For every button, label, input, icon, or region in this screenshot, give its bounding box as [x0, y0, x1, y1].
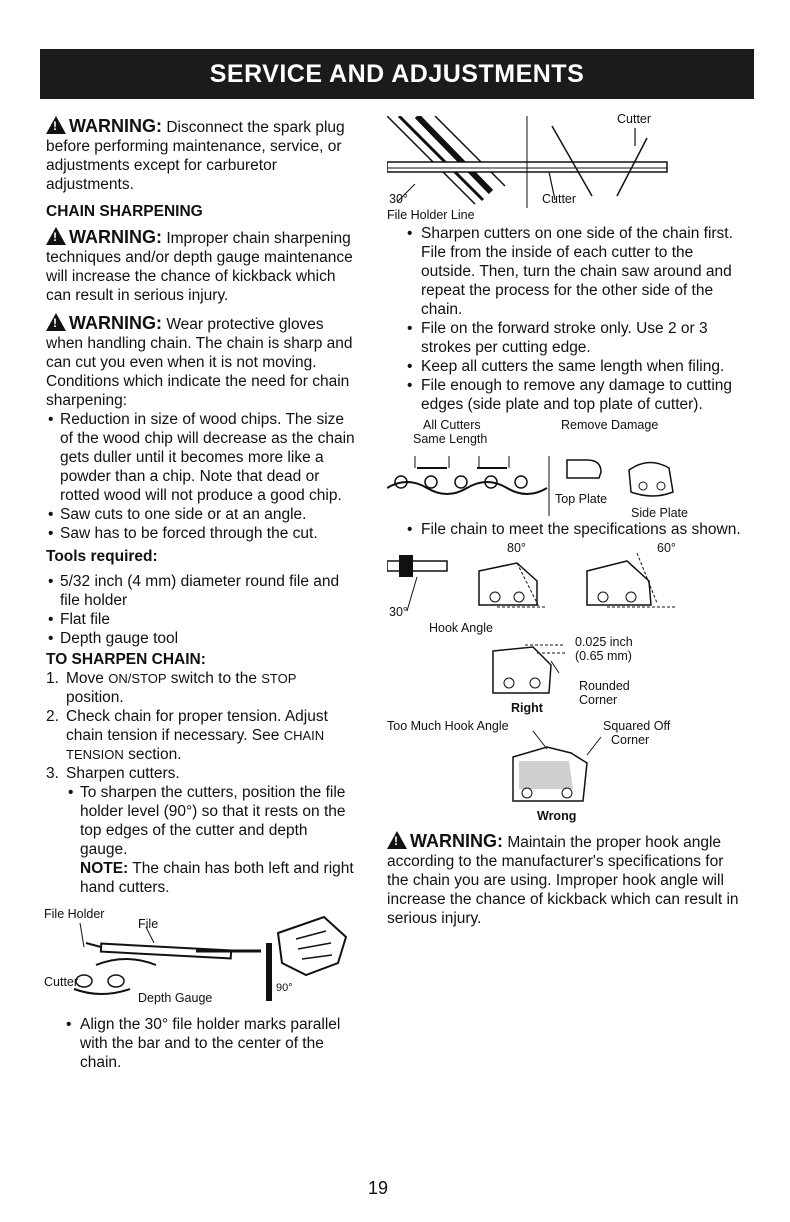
warning-hook-angle — [387, 831, 747, 928]
label-30-file: 30° — [389, 605, 408, 619]
step-1: 1. Move ON/STOP switch to the STOP position. — [46, 669, 356, 707]
page-number: 19 — [368, 1178, 389, 1198]
warning-triangle-icon — [387, 831, 407, 849]
list-item: • Keep all cutters the same length when filing. — [387, 357, 747, 376]
left-column — [46, 116, 356, 1072]
right-column — [387, 112, 747, 928]
figure-wrong-cutter — [387, 717, 747, 825]
list-item: • Saw has to be forced through the cut. — [46, 524, 356, 543]
list-item: • Align the 30° file holder marks parallel with the bar and to the center of the chain. — [46, 1015, 356, 1072]
list-item: • File on the forward stroke only. Use 2 or 3 strokes per cutting edge. — [387, 319, 747, 357]
label-same-length: Same Length — [413, 432, 488, 446]
steps-list — [46, 669, 356, 897]
warning-triangle-icon — [46, 227, 66, 245]
list-item: • Reduction in size of wood chips. The size of the wood chip will decrease as the chain gets duller until it becomes more like a powder than a chip. Note that dead or rotted wood will not produce a good chip. — [46, 410, 356, 505]
warning-triangle-icon — [46, 116, 66, 134]
chain-cutter-illustration — [387, 116, 687, 212]
chain-sharpening-heading: CHAIN SHARPENING — [46, 203, 203, 220]
warning-label: WARNING: — [69, 227, 162, 247]
list-item: • Flat file — [46, 610, 356, 629]
step-3: 3. Sharpen cutters. • To sharpen the cutters, position the file holder level (90°) so that it rests on the top edges of the cutter and depth gauge. NOTE: The chain has both left and right hand cutters. — [46, 764, 356, 897]
label-rounded: Rounded — [579, 679, 630, 693]
label-cutter-top: Cutter — [617, 112, 652, 126]
label-60: 60° — [657, 541, 676, 555]
label-cutter-bottom: Cutter — [542, 192, 577, 206]
warning-text: Disconnect the spark plug before performing maintenance, service, or adjustments except for carburetor adjustments. — [46, 119, 345, 193]
label-all-cutters: All Cutters — [423, 418, 481, 432]
warning-gloves — [46, 313, 356, 372]
section-banner — [40, 49, 754, 99]
label-top-plate: Top Plate — [555, 492, 608, 506]
label-dim-mm: (0.65 mm) — [575, 649, 632, 663]
sharpen-heading: TO SHARPEN CHAIN: — [46, 651, 206, 668]
label-squared-off: Squared Off — [603, 719, 671, 733]
warning-text: Maintain the proper hook angle according to the manufacturer's specifications for the chain you are using. Improper hook angle will increase the chance of kickback which can result in serious injury. — [387, 834, 739, 927]
warning-improper-sharpening — [46, 227, 356, 305]
warning-label: WARNING: — [69, 116, 162, 136]
figure-file-holder-line — [387, 112, 747, 224]
warning-label: WARNING: — [69, 313, 162, 333]
list-item: • Saw cuts to one side or at an angle. — [46, 505, 356, 524]
step-3-sublist — [66, 783, 356, 897]
label-90: 90° — [276, 982, 293, 994]
label-80: 80° — [507, 541, 526, 555]
warning-text: Wear protective gloves when handling chain. The chain is sharp and can cut you even when it is not moving. — [46, 316, 353, 371]
filing-list — [387, 224, 747, 414]
tools-list — [46, 572, 356, 648]
figure-file-holder — [46, 903, 356, 1011]
figure-right-cutter — [387, 637, 747, 713]
section-title: SERVICE AND ADJUSTMENTS — [209, 59, 585, 88]
step-2: 2. Check chain for proper tension. Adjust chain tension if necessary. See CHAIN TENSION section. — [46, 707, 356, 764]
label-corner: Corner — [579, 693, 618, 707]
conditions-text: Conditions which indicate the need for chain sharpening: — [46, 373, 350, 409]
list-item: • 5/32 inch (4 mm) diameter round file and file holder — [46, 572, 356, 610]
list-item: • Depth gauge tool — [46, 629, 356, 648]
list-item: • To sharpen the cutters, position the file holder level (90°) so that it rests on the top edges of the cutter and depth gauge. NOTE: The chain has both left and right hand cutters. — [66, 783, 356, 897]
conditions-list — [46, 410, 356, 543]
label-hook-angle: Hook Angle — [429, 621, 493, 635]
label-depth-gauge: Depth Gauge — [138, 991, 213, 1005]
label-file-holder: File Holder — [44, 907, 105, 921]
align-list — [46, 1015, 356, 1072]
label-30: 30° — [389, 192, 408, 206]
spec-list — [387, 520, 747, 539]
label-file: File — [138, 917, 159, 931]
figure-hook-angle — [387, 541, 747, 637]
tools-heading: Tools required: — [46, 548, 158, 565]
label-squared-corner: Corner — [611, 733, 650, 747]
list-item: • File enough to remove any damage to cutting edges (side plate and top plate of cutter). — [387, 376, 747, 414]
label-too-much-hook: Too Much Hook Angle — [387, 719, 509, 733]
label-wrong: Wrong — [537, 809, 577, 823]
figure-cutter-length — [387, 416, 747, 520]
list-item: • File chain to meet the specifications as shown. — [387, 520, 747, 539]
list-item: • Sharpen cutters on one side of the chain first. File from the inside of each cutter to the outside. Then, turn the chain saw around and repeat the process for the other side of the chain. — [387, 224, 747, 319]
note-label: NOTE: — [80, 860, 129, 877]
label-cutter: Cutter — [44, 975, 79, 989]
warning-triangle-icon — [46, 313, 66, 331]
label-right: Right — [511, 701, 543, 715]
label-side-plate: Side Plate — [631, 506, 688, 520]
label-remove-damage: Remove Damage — [561, 418, 659, 432]
warning-disconnect — [46, 116, 356, 194]
label-file-holder-line: File Holder Line — [387, 208, 475, 222]
warning-text: Improper chain sharpening techniques and/or depth gauge maintenance will increase the chance of kickback which can result in serious injury. — [46, 230, 353, 304]
label-dim-inch: 0.025 inch — [575, 635, 633, 649]
warning-label: WARNING: — [410, 831, 503, 851]
